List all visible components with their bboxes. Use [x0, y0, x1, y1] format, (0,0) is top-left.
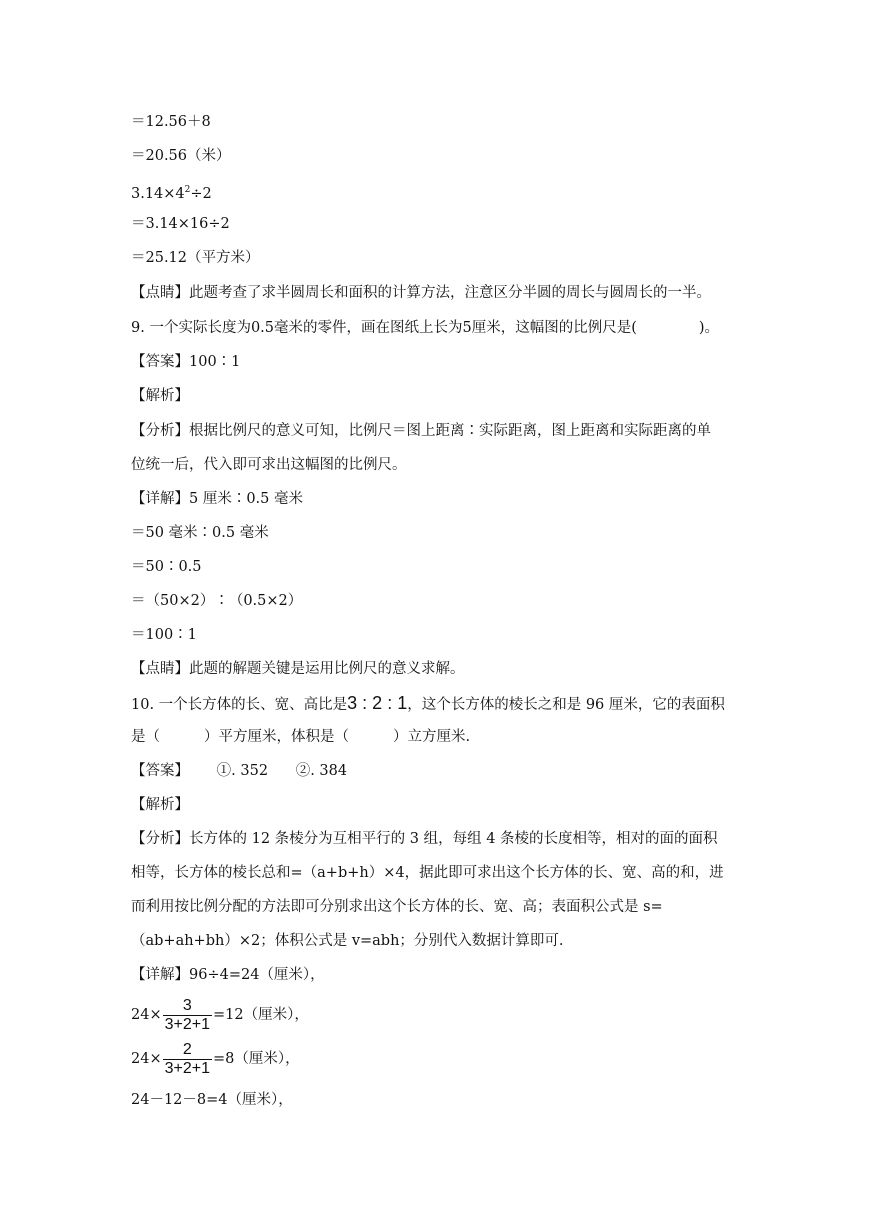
analysis-line: 【分析】长方体的 12 条棱分为互相平行的 3 组，每组 4 条棱的长度相等，相对的面的面积	[131, 831, 718, 847]
detail-line: ＝50∶0.5	[131, 559, 202, 575]
detail-line: 【详解】5 厘米∶0.5 毫米	[131, 491, 304, 507]
calc-line: ＝12.56＋8	[131, 114, 211, 130]
fraction-line: 24× $\frac{2}{3+2+1}$ =8（厘米），	[131, 1040, 300, 1077]
fraction-denominator: 3+2+1	[164, 1059, 210, 1077]
analysis-line: 【分析】根据比例尺的意义可知，比例尺＝图上距离∶实际距离，图上距离和实际距离的单	[131, 423, 711, 439]
analysis-heading: 【解析】	[131, 388, 189, 404]
comment-line: 【点睛】此题考查了求半圆周长和面积的计算方法，注意区分半圆的周长与圆周长的一半。	[131, 285, 711, 301]
question-9: 9. 一个实际长度为0.5毫米的零件，画在图纸上长为5厘米，这幅图的比例尺是( )。	[131, 320, 720, 336]
fraction-numerator: 3	[163, 997, 212, 1016]
calc-line: ＝20.56（米）	[131, 148, 231, 164]
calc-line: $3.14\times 4^2\div 2$	[131, 185, 212, 202]
comment-line: 【点睛】此题的解题关键是运用比例尺的意义求解。	[131, 661, 465, 677]
fraction	[163, 1041, 212, 1078]
detail-line: ＝（50×2）∶（0.5×2）	[131, 593, 303, 609]
detail-line: 24－12－8=4（厘米），	[131, 1092, 293, 1108]
calc-line: ＝25.12（平方米）	[131, 250, 260, 266]
calc-line: ＝3.14×16÷2	[131, 216, 230, 232]
question-10-cont: 是（ ）平方厘米，体积是（ ）立方厘米.	[131, 729, 471, 745]
analysis-heading: 【解析】	[131, 797, 189, 813]
detail-line: ＝50 毫米∶0.5 毫米	[131, 525, 269, 541]
analysis-line: 相等，长方体的棱长总和=（a+b+h）×4，据此即可求出这个长方体的长、宽、高的和，进	[131, 865, 724, 881]
answer-9: 【答案】100∶1	[131, 354, 241, 370]
question-10: 10. 一个长方体的长、宽、高比是3 : 2 : 1，这个长方体的棱长之和是 96 厘米，它的表面积	[131, 693, 725, 713]
analysis-line: 位统一后，代入即可求出这幅图的比例尺。	[131, 457, 407, 473]
fraction-line: 24× $\frac{3}{3+2+1}$ =12（厘米），	[131, 996, 309, 1033]
analysis-line: （ab+ah+bh）×2；体积公式是 v=abh；分别代入数据计算即可.	[131, 933, 564, 949]
ratio-expression: 3 : 2 : 1	[347, 693, 408, 713]
detail-line: ＝100∶1	[131, 627, 197, 643]
detail-line: 【详解】96÷4=24（厘米），	[131, 967, 325, 983]
fraction-denominator: 3+2+1	[164, 1015, 210, 1033]
fraction-numerator: 2	[163, 1041, 212, 1060]
analysis-line: 而利用按比例分配的方法即可分别求出这个长方体的长、宽、高；表面积公式是 s=	[131, 899, 663, 915]
exponent: 2	[184, 185, 191, 195]
answer-10: 【答案】 ①. 352 ②. 384	[131, 763, 348, 779]
fraction	[163, 997, 212, 1034]
